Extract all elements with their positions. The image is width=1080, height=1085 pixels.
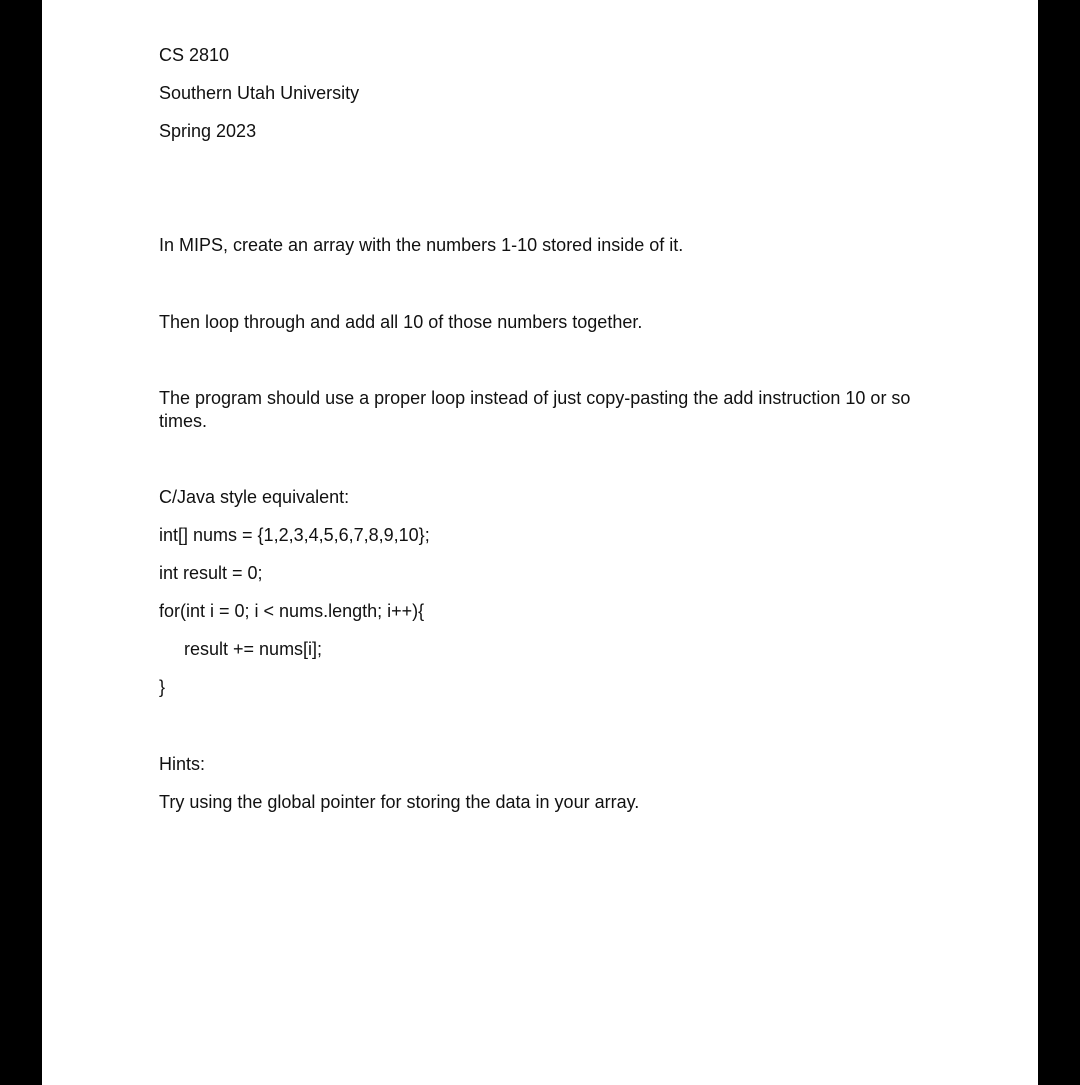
document-page — [42, 0, 1038, 1085]
hints-heading: Hints: — [159, 754, 206, 774]
code-line: } — [159, 677, 166, 697]
loop-requirement: The program should use a proper loop instead of just copy-pasting the add instruction 10 or so times. — [159, 388, 911, 431]
assignment-intro: In MIPS, create an array with the numbers 1-10 stored inside of it. — [159, 235, 684, 255]
term: Spring 2023 — [159, 121, 257, 141]
course-code: CS 2810 — [159, 45, 230, 65]
university-name: Southern Utah University — [159, 83, 360, 103]
hint-item: Try using the global pointer for storing the data in your array. — [159, 792, 640, 812]
code-line: result += nums[i]; — [184, 639, 323, 659]
code-heading: C/Java style equivalent: — [159, 487, 350, 507]
loop-instruction: Then loop through and add all 10 of those numbers together. — [159, 312, 643, 332]
code-line: int result = 0; — [159, 563, 263, 583]
code-line: for(int i = 0; i < nums.length; i++){ — [159, 601, 425, 621]
code-line: int[] nums = {1,2,3,4,5,6,7,8,9,10}; — [159, 525, 430, 545]
